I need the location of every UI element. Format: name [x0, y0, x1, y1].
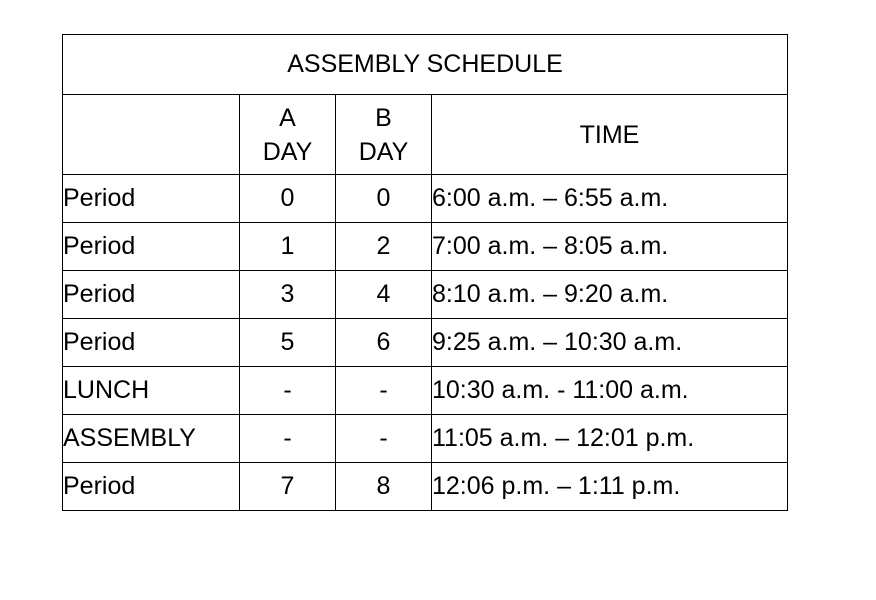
header-a-day-line1: A: [279, 103, 296, 132]
header-b-day-line2: DAY: [358, 137, 409, 166]
row-b-day: 2: [336, 223, 432, 271]
table-row: [63, 367, 788, 415]
row-b-day: -: [336, 367, 432, 415]
row-label: Period: [63, 319, 240, 367]
row-time: 11:05 a.m. – 12:01 p.m.: [432, 415, 788, 463]
row-a-day: -: [240, 415, 336, 463]
header-b-day: [336, 95, 432, 175]
row-a-day: 7: [240, 463, 336, 511]
title-row: [63, 35, 788, 95]
header-row: [63, 95, 788, 175]
row-time: 10:30 a.m. - 11:00 a.m.: [432, 367, 788, 415]
row-a-day: 0: [240, 175, 336, 223]
header-b-day-line1: B: [375, 103, 392, 132]
row-time: 6:00 a.m. – 6:55 a.m.: [432, 175, 788, 223]
table-row: [63, 319, 788, 367]
header-a-day-line2: DAY: [262, 137, 313, 166]
row-a-day: 1: [240, 223, 336, 271]
row-label: Period: [63, 271, 240, 319]
row-a-day: -: [240, 367, 336, 415]
header-label-cell: [63, 95, 240, 175]
header-a-day: [240, 95, 336, 175]
row-label: Period: [63, 175, 240, 223]
header-time: TIME: [432, 95, 788, 175]
table-row: [63, 223, 788, 271]
table-row: [63, 271, 788, 319]
row-label: Period: [63, 223, 240, 271]
row-b-day: 0: [336, 175, 432, 223]
row-a-day: 5: [240, 319, 336, 367]
row-time: 9:25 a.m. – 10:30 a.m.: [432, 319, 788, 367]
row-a-day: 3: [240, 271, 336, 319]
row-b-day: 8: [336, 463, 432, 511]
row-b-day: 6: [336, 319, 432, 367]
row-b-day: 4: [336, 271, 432, 319]
table-row: [63, 175, 788, 223]
row-label: ASSEMBLY: [63, 415, 240, 463]
table-row: [63, 415, 788, 463]
table-title: ASSEMBLY SCHEDULE: [63, 35, 788, 95]
row-label: Period: [63, 463, 240, 511]
row-label: LUNCH: [63, 367, 240, 415]
table-row: [63, 463, 788, 511]
assembly-schedule-table: [62, 34, 788, 511]
row-b-day: -: [336, 415, 432, 463]
row-time: 12:06 p.m. – 1:11 p.m.: [432, 463, 788, 511]
row-time: 8:10 a.m. – 9:20 a.m.: [432, 271, 788, 319]
row-time: 7:00 a.m. – 8:05 a.m.: [432, 223, 788, 271]
